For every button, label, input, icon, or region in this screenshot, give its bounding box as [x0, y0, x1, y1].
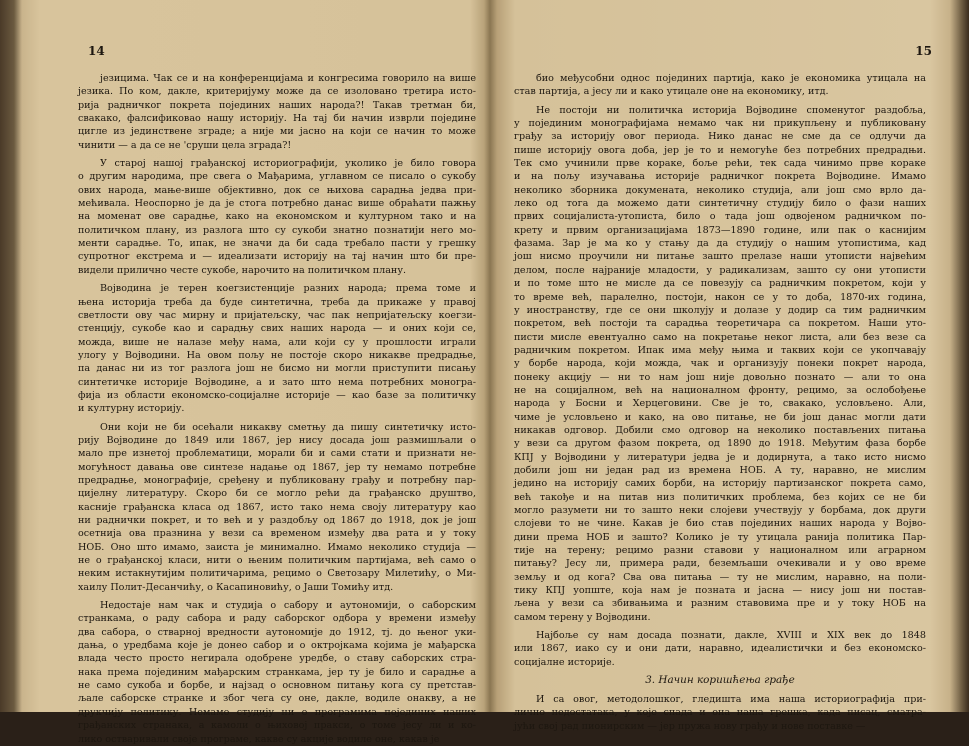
- left-page: [40, 0, 478, 745]
- page-number-right: 15: [915, 44, 932, 58]
- text-line: политичком плану, из разлога што су сукоби знатно познатији него мо-: [78, 224, 476, 236]
- text-line: могућност давања ове синтезе надање од 1867, јер ту немамо потребне: [78, 461, 476, 473]
- text-line: пише историју овога доба, јер је то и немогуће без потребних предрадњи.: [514, 144, 926, 156]
- text-line: чинити — а да се не 'сруши цела зграда?!: [78, 139, 292, 151]
- text-line: добили још ни један рад из времена НОБ. А ту, наравно, не мислим: [514, 464, 926, 476]
- text-line: стенцију, сукобе као и сарадњу свих наших народа — и оних који се,: [78, 323, 476, 335]
- text-line: Не постоји ни политичка историја Војводине споменутог раздобља,: [536, 104, 926, 116]
- text-line: једино на историју самих борби, на историју партизанског покрета само,: [514, 478, 926, 490]
- text-line: хаилу Полит-Десанчићу, о Касапиновићу, о Јаши Томићу итд.: [78, 581, 394, 593]
- text-line: лико остваривали своје програме, какве су акције водиле оне, какав је: [78, 733, 440, 745]
- text-line: Војводина је терен коегзистенције разних народа; према томе и: [100, 283, 476, 295]
- text-line: лично недостатака, у које спада и она наша грешка, када писац, сматра-: [514, 707, 926, 719]
- text-line: КПЈ у Војводини у литератури једва је и додирнута, а тако исто нисмо: [514, 451, 926, 463]
- text-line: љале саборске странке и због чега су оне, дакле, водиле онакву, а не: [78, 693, 476, 705]
- text-line: светлости ову час мирну и пријатељску, час пак непријатељску коегзи-: [78, 309, 476, 321]
- text-line: мало пре изнетој проблематици, морали би и сами стати и признати не-: [78, 448, 476, 460]
- text-line: и по томе што не мисле да се повезују са радничким покретом, који у: [514, 278, 926, 290]
- text-line: у вези са другом фазом покрета, од 1890 до 1918. Међутим фаза борбе: [514, 438, 926, 450]
- text-line: ни раднички покрет, и то већ и у раздобљу од 1867 до 1918, док је још: [78, 515, 476, 526]
- text-line: касније грађанска класа од 1867, исто тако нема своју литературу као: [78, 501, 476, 513]
- text-line: странкама, о раду сабора и раду саборског одбора у времени између: [78, 613, 476, 625]
- text-line: самом терену у Војводини.: [514, 611, 651, 623]
- text-line: леко од тога да можемо дати синтетичну студију било о фази наших: [514, 198, 926, 210]
- text-line: о другим народима, пре свега о Мађарима, углавном се писало о сукобу: [78, 171, 476, 183]
- text-line: већ такође и на питав низ политичких проблема, без којих се не би: [514, 491, 926, 503]
- text-line: писти мисле евентуално само на покретање неког листа, али без везе са: [514, 331, 926, 343]
- text-line: јући свој рад пионирским — јер пружа нову грађу и нове поставке —: [514, 720, 866, 732]
- text-line: покретом, већ постоји та сарадња теоретичара са покретом. Наши уто-: [514, 318, 926, 330]
- text-line: грађу за историју овог периода. Нико данас не сме да се одлучи да: [514, 131, 926, 143]
- text-line: свакако, фалсификовао нашу историју. На тај би начин изврли поједине: [78, 113, 476, 125]
- text-line: фазама. Зар је ма ко у стању да да студију о нашим утопистима, кад: [514, 238, 926, 250]
- text-line: грађанских странака, а камоли о њиховој пракси, о томе јесу ли и ко-: [78, 720, 476, 732]
- text-line: Недостаје нам чак и студија о сабору и аутономији, о саборским: [100, 600, 476, 612]
- text-line: влада често просто негирала одобрене уредбе, о ставу саборских стра-: [78, 653, 476, 665]
- text-line: био међусобни однос појединих партија, како је економика утицала на: [536, 73, 926, 84]
- text-line: рију Војводине до 1849 или 1867, јер нису досада још размишљали о: [78, 434, 476, 446]
- text-line: нака према појединим мађарским странкама, јер ту је било и сарадње а: [78, 666, 476, 678]
- text-line: неким истакнутијим политичарима, рецимо о Светозару Милетићу, о Ми-: [78, 568, 476, 580]
- text-line: у борбе народа, који можда, чак и организују понеки покрет народа,: [514, 358, 926, 370]
- text-line: језицима. Чак се и на конференцијама и конгресима говорило на више: [100, 73, 476, 84]
- text-line: језика. По ком, дакле, критеријуму може да се изоловано третира исто-: [78, 86, 476, 98]
- text-line: на моменат ове сарадње, како на економском и културном тако и на: [78, 211, 476, 223]
- text-line: тику КПЈ уопште, која нам је позната и јасна — нису још ни постав-: [514, 585, 926, 597]
- text-line: чиме је условљено и како, на ово питање, не би још данас могли дати: [514, 411, 926, 423]
- text-line: и на пољу изучавања историје радничког покрета Војводине. Имамо: [514, 171, 926, 183]
- text-line: земљу и од кога? Сва ова питања — ту не мислим, наравно, на поли-: [514, 571, 926, 583]
- text-line: мећивала. Неоспорно је да је стога потребно данас више обраћати пажњу: [78, 198, 476, 210]
- text-line: неколико зборника докумената, неколико студија, али још смо врло да-: [514, 184, 926, 196]
- text-line: њена историја треба да буде синтетична, треба да прикаже у правој: [78, 296, 476, 308]
- text-line: па данас ни из тог разлога још не бисмо ни могли приступити писању: [78, 363, 476, 375]
- text-line: ових народа, мање-више објективно, док се њихова сарадња једва при-: [78, 184, 476, 196]
- text-line: став партија, а јесу ли и како утицале оне на економику, итд.: [514, 86, 829, 98]
- text-line: синтетичке историје Војводине, а и зато што нема потребних моногра-: [78, 376, 476, 388]
- text-line: делом, после најраније младости, у радикализам, зашто су они утописти: [514, 264, 926, 276]
- text-line: не на социјалном, већ на националном фронту, рецимо, за ослобођење: [514, 384, 926, 396]
- text-line: Тек смо учинили прве кораке, боље рећи, тек сада чинимо прве кораке: [514, 158, 926, 170]
- text-line: осетнија ова празнина у вези са временом између два рата и у току: [78, 528, 476, 540]
- text-line: социјалне историје.: [514, 656, 615, 668]
- text-line: у појединим монографијама немамо чак ни прикупљену и публиковану: [514, 118, 926, 130]
- text-line: цијелну литературу. Скоро би се могло рећи да грађанско друштво,: [78, 488, 476, 500]
- text-line: народа у Босни и Херцеговини. Све је то, свакако, условљено. Али,: [514, 398, 926, 410]
- text-line: никакав одговор. Добили смо одговор на неколико постављених питања: [514, 424, 926, 436]
- text-line: или 1867, иако су и они дати, наравно, идеалистички и без економско-: [514, 643, 926, 655]
- page-number-left: 14: [88, 44, 105, 58]
- text-line: дини према НОБ и зашто? Колико је ту утицала ранија политика Пар-: [514, 531, 926, 543]
- text-line: првих социјалиста-утописта, било о тада још одвојеном радничком по-: [514, 211, 926, 223]
- text-line: цигле из јединствене зграде; а није ми јасно на који се начин то може: [78, 126, 476, 138]
- text-line: фија из области економско-социјалне историје — као базе за политичку: [78, 389, 476, 401]
- text-line: не само сукоба и борбе, и најзад о основном питању кога су претстав-: [78, 680, 476, 692]
- right-page-text: [514, 72, 926, 733]
- text-line: крету и првим организацијама 1873—1890 године, или пак о каснијим: [514, 224, 926, 236]
- text-line: предрадње, монографије, сређену и публиковану грађу и потребну пар-: [78, 474, 476, 486]
- text-line: не о грађанској класи, нити о њеним политичким партијама, већ само о: [78, 555, 476, 567]
- text-line: супротног екстрема и — идеализати историју на тај начин што би пре-: [78, 251, 476, 263]
- text-line: дања, о уредбама које је донео сабор и о октројкама којима је мађарска: [78, 640, 476, 652]
- text-line: можда, више не налазе међу нама, али који су у прошлости играли: [78, 336, 476, 348]
- text-line: још нисмо проучили ни питање зашто прелазе наши утописти највећим: [514, 251, 926, 263]
- text-line: У старој нашој грађанској историографији, уколико је било говора: [100, 158, 476, 170]
- text-line: у иностранству, где се они школују и долазе у додир са тим радничким: [514, 304, 926, 316]
- text-line: могло разумети ни то зашто неки слојеви учествују у борбама, док други: [514, 505, 926, 516]
- text-line: и културну историју.: [78, 403, 185, 415]
- text-line: видели прилично честе сукобе, нарочито на политичком плану.: [78, 264, 407, 276]
- text-line: улогу у Војводини. На овом пољу не постоје скоро никакве предрадње,: [78, 349, 476, 361]
- text-line: Они који не би осећали никакву сметњу да пишу синтетичку исто-: [100, 421, 476, 433]
- section-heading: 3. Начин коришћења грађе: [645, 674, 795, 687]
- text-line: љена у вези са збивањима и разним ставовима пре и у току НОБ на: [514, 598, 926, 610]
- text-line: менти сарадње. То, ипак, не значи да би сада требало пасти у грешку: [78, 238, 476, 250]
- text-line: радничким покретом. Ипак има међу њима и таквих који се укопчавају: [514, 344, 926, 356]
- right-page: [512, 0, 932, 732]
- text-line: рија радничког покрета појединих наших народа?! Такав третман би,: [78, 99, 476, 111]
- text-line: два сабора, о стварној вредности аутономије до 1912, тј. до њеног уки-: [78, 626, 476, 638]
- text-line: слојеви то не чине. Какав је био став појединих наших народа у Војво-: [514, 518, 926, 530]
- left-page-text: [78, 72, 476, 746]
- text-line: друкчију политику. Немамо студију ни о програмима појединих наших: [78, 706, 476, 718]
- text-line: НОБ. Оно што имамо, заиста је минимално. Имамо неколико студија —: [78, 541, 476, 553]
- text-line: Најбоље су нам досада познати, дакле, XVIII и XIX век до 1848: [536, 630, 926, 642]
- text-line: то време већ, паралелно, постоји, након се у то доба, 1870-их година,: [514, 291, 926, 303]
- text-line: И са овог, методолошког, гледишта има наша историографија при-: [536, 694, 926, 706]
- text-line: понеку акцију — ни то нам још није довољно познато — али то она: [514, 371, 926, 383]
- text-line: питању? Јесу ли, примера ради, беземљаши очекивали и у ово време: [514, 558, 926, 570]
- text-line: тије на терену; рецимо разни ставови у националном или аграрном: [514, 545, 926, 557]
